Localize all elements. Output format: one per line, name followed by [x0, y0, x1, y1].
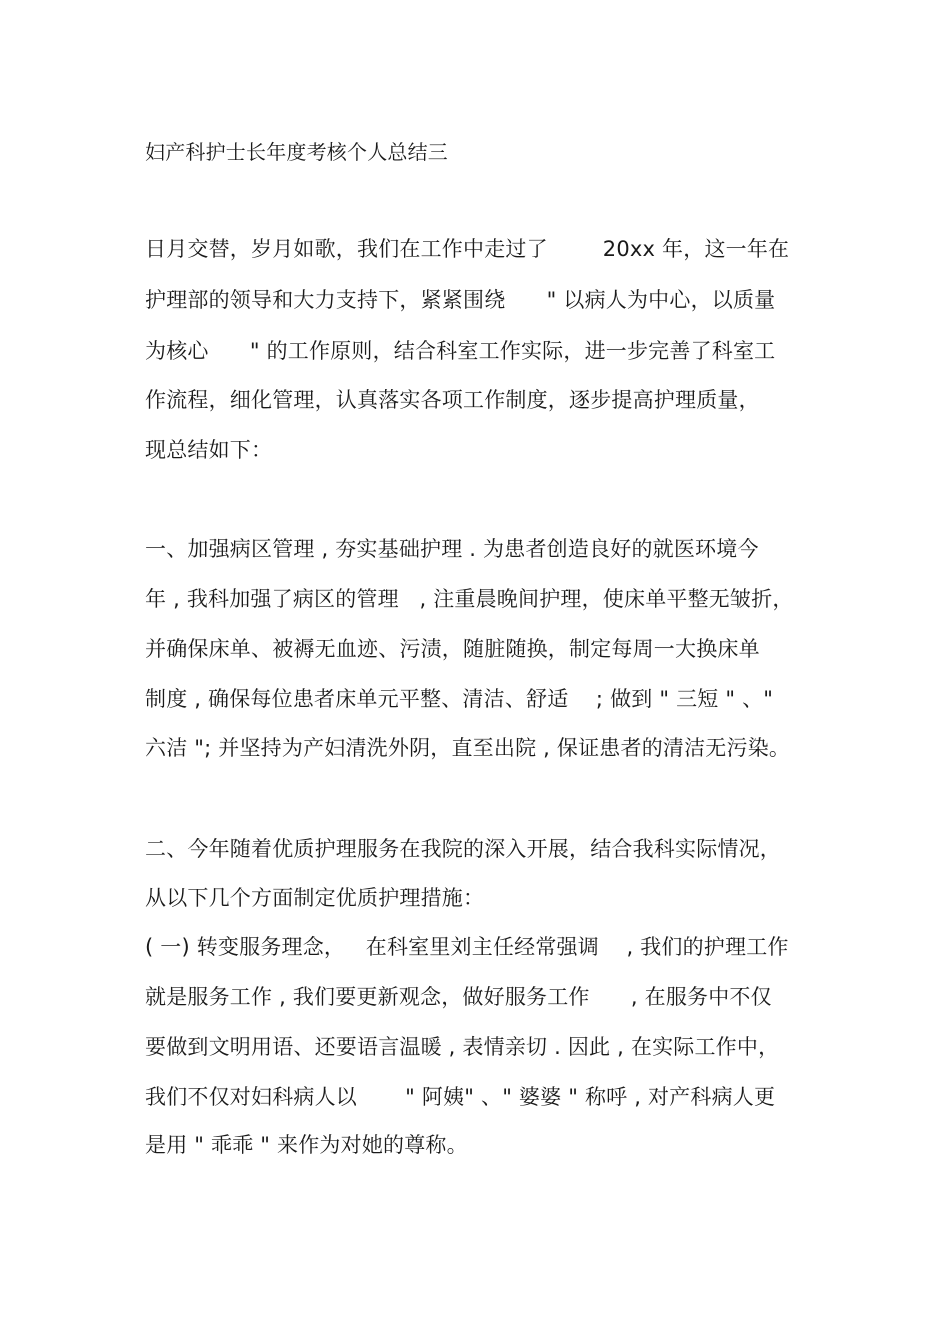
paragraph-line: 六洁 "; 并坚持为产妇清洗外阴，直至出院 , 保证患者的清洁无污染。 — [145, 736, 791, 760]
paragraph-line: 要做到文明用语、还要语言温暖 , 表情亲切 . 因此 , 在实际工作中， — [145, 1035, 780, 1059]
document-title: 妇产科护士长年度考核个人总结三 — [145, 140, 448, 164]
paragraph-line: ( 一) 转变服务理念， 在科室里刘主任经常强调 , 我们的护理工作 — [145, 935, 789, 959]
paragraph-line: 并确保床单、被褥无血迹、污渍，随脏随换，制定每周一大换床单 — [145, 637, 760, 661]
paragraph-line: 年 , 我科加强了病区的管理 , 注重晨晚间护理，使床单平整无皱折， — [145, 587, 794, 611]
paragraph-line: 现总结如下： — [145, 438, 273, 462]
paragraph-line: 制度 , 确保每位患者床单元平整、清洁、舒适 ; 做到 " 三短 " 、" — [145, 687, 774, 711]
paragraph-line: 护理部的领导和大力支持下，紧紧围绕 " 以病人为中心，以质量 — [145, 288, 776, 312]
paragraph-line: 二、今年随着优质护理服务在我院的深入开展，结合我科实际情况， — [145, 837, 781, 861]
paragraph-line: 就是服务工作 , 我们要更新观念，做好服务工作 , 在服务中不仅 — [145, 985, 772, 1009]
paragraph-line: 为核心 " 的工作原则，结合科室工作实际，进一步完善了科室工 — [145, 339, 776, 363]
paragraph-line: 我们不仅对妇科病人以 " 阿姨" 、" 婆婆 " 称呼 , 对产科病人更 — [145, 1085, 776, 1109]
paragraph-line: 日月交替，岁月如歌，我们在工作中走过了 20xx 年，这一年在 — [145, 237, 790, 261]
paragraph-line: 作流程，细化管理，认真落实各项工作制度，逐步提高护理质量， — [145, 388, 760, 412]
paragraph-line: 从以下几个方面制定优质护理措施： — [145, 886, 485, 910]
paragraph-line: 是用 " 乖乖 " 来作为对她的尊称。 — [145, 1133, 468, 1157]
paragraph-line: 一、加强病区管理 , 夯实基础护理 . 为患者创造良好的就医环境今 — [145, 537, 759, 561]
